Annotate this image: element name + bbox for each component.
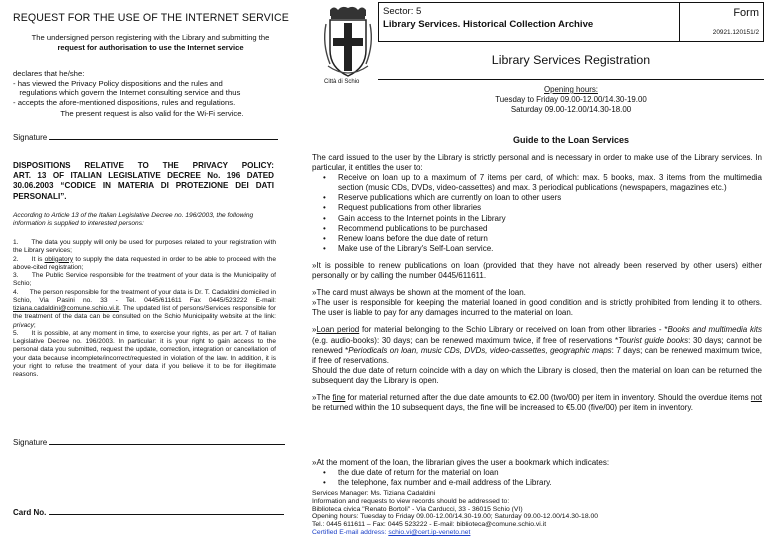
header-divider	[679, 3, 680, 41]
hours-line: Saturday 09.00-12.00/14.30-18.00	[510, 105, 632, 114]
card-intro: The card issued to the user by the Library is strictly personal and is necessary in order to make use of the Library services. In particular, it entitles the user to:	[312, 153, 762, 173]
contact-footer	[312, 490, 762, 537]
header-box	[378, 2, 764, 42]
form-number: 20921.120151/2	[712, 29, 759, 36]
declares-block	[13, 69, 291, 108]
wifi-note: The present request is also valid for the Wi-Fi service.	[60, 109, 244, 118]
intro-line-1: The undersigned person registering with the Library and submitting the	[31, 33, 270, 42]
list-item: • Request publications from other libraries	[312, 203, 762, 213]
list-item: • Reserve publications which are currently on loan to other users	[312, 193, 762, 203]
signature-field-2[interactable]	[13, 437, 285, 447]
signature-field[interactable]	[13, 132, 278, 142]
declares-line: regulations which govern the Internet consulting service and thus	[13, 88, 241, 98]
privacy-item: 2. It is obligatory to supply the data requested in order to be able to proceed with the above-cited registration;	[13, 255, 278, 271]
bookmark-list	[312, 468, 762, 488]
list-item: • Renew loans before the due date of return	[312, 234, 762, 244]
loan-guide-panel	[312, 0, 768, 543]
footer-line: Services Manager: Ms. Tiziana Cadaldini	[312, 490, 436, 497]
logo-caption: Città di Schio	[324, 79, 360, 85]
card-entitlements-list	[312, 173, 762, 254]
list-item: • the telephone, fax number and e-mail address of the Library.	[312, 478, 762, 488]
privacy-item: 5. It is possible, at any moment in time, to exercise your rights, as per art. 7 of Italian Legislative Decree no. 196/2003. In particular: it is your right to gain access to the personal data you submitted, request the update, correction, integration or cancellation of your data because incomplete/incorrect/requested in violation of the law. In addition, it is your right to refuse the treatment of your data if you believe it to be for illegitimate reasons.	[13, 329, 278, 378]
bookmark-intro: »At the moment of the loan, the librarian gives the user a bookmark which indicates:	[312, 458, 610, 467]
request-title: REQUEST FOR THE USE OF THE INTERNET SERVICE	[13, 12, 289, 24]
privacy-items	[13, 239, 276, 379]
hours-title: Opening hours:	[544, 85, 598, 94]
form-label: Form	[733, 7, 759, 19]
intro-text	[13, 33, 288, 52]
renew-text: »It is possible to renew publications on loan (provided that they have not already been reserved by other users) either personally or by calling the number 0445/611611.	[312, 260, 762, 281]
header-rule	[378, 79, 764, 80]
signature-label: Signature	[13, 438, 48, 447]
sector-number: Sector: 5	[383, 6, 422, 17]
footer-line: Biblioteca civica "Renato Bortoli" - Via Carducci, 33 - 36015 Schio (VI)	[312, 505, 523, 513]
guide-title: Guide to the Loan Services	[512, 135, 630, 145]
card-number-line[interactable]	[49, 507, 284, 515]
declares-heading: declares that he/she:	[13, 69, 85, 78]
list-item: • Gain access to the Internet points in the Library	[312, 214, 762, 224]
certified-email-line: Certified E-mail address: schio.vi@cert.ip-veneto.net	[312, 528, 471, 536]
declares-line: - accepts the afore-mentioned dispositions, rules and regulations.	[13, 98, 236, 108]
footer-line: Tel.: 0445 611611 – Fax: 0445 523222 - E-mail: biblioteca@comune.schio.vi.it	[312, 521, 547, 529]
sector-info	[383, 6, 593, 31]
request-form-panel	[0, 0, 291, 543]
list-item: • the due date of return for the material on loan	[312, 468, 762, 478]
privacy-dispositions-title: DISPOSITIONS RELATIVE TO THE PRIVACY POLICY: ART. 13 OF ITALIAN LEGISLATIVE DECREE No. 196 DATED 30.06.2003 “CODICE IN MATERIA DI PROTEZIONE DEI DATI PERSONALI”.	[13, 161, 274, 201]
signature-line[interactable]	[49, 132, 278, 140]
footer-line: Information and requests to view records should be addressed to:	[312, 497, 510, 505]
privacy-item: 1. The data you supply will only be used for purposes related to your registration with the Library services;	[13, 239, 278, 255]
according-text: According to Article 13 of the Italian Legislative Decree no. 196/2003, the following information is supplied to interested persons:	[13, 212, 254, 228]
signature-line[interactable]	[49, 437, 285, 445]
hours-line: Tuesday to Friday 09.00-12.00/14.30-19.00	[495, 95, 647, 104]
list-item: • Recommend publications to be purchased	[312, 224, 762, 234]
loan-guide-text	[312, 153, 762, 413]
intro-line-2: request for authorisation to use the Internet service	[57, 42, 244, 52]
certified-email-link[interactable]: schio.vi@cert.ip-veneto.net	[388, 528, 471, 536]
closed-day-text: Should the due date of return coincide with a day on which the Library is closed, then the material on loan can be returned the subsequent day the Library is open.	[312, 365, 762, 385]
list-item: • Receive on loan up to a maximum of 7 items per card, of which: max. 5 books, max. 3 items from the multimedia section (music CDs, DVDs, video-cassettes) and max. 3 periodical publications (newspapers, magazines etc.)	[312, 173, 762, 193]
opening-hours	[378, 85, 764, 115]
card-label: Card No.	[13, 508, 47, 517]
email-link[interactable]: tiziana.cadaldini@comune.schio.vi.it	[13, 305, 120, 312]
privacy-item: 3. The Public Service responsible for the treatment of your data is the Municipality of Schio;	[13, 272, 278, 288]
bookmark-info	[312, 458, 762, 488]
declares-line: - has viewed the Privacy Policy dispositions and the rules and	[13, 78, 223, 88]
privacy-item: 4. The person responsible for the treatment of your data is Dr. T. Cadaldini domiciled in Schio, Via Pasini no. 33 - Tel. 0445/611611 Fax 0445/523222 E-mail: tiziana.cadaldini@comune.schio.vi.it. The updated list of persons/Services responsible for the treatment of the data can be consulted on the Schio Municipality website at the link: privacy;	[13, 288, 278, 329]
user-responsibility-text: »The user is responsible for keeping the material loaned in good condition and is strictly prohibited from lending it to others. The user is liable to pay for any damages incurred to the material on loan.	[312, 298, 762, 318]
sector-name: Library Services. Historical Collection Archive	[383, 18, 594, 30]
schio-coat-of-arms-logo	[320, 4, 376, 90]
list-item: • Make use of the Library's Self-Loan service.	[312, 244, 762, 254]
footer-line: Opening hours: Tuesday to Friday 09.00-12.00/14.30-19.00; Saturday 09.00-12.00/14.30-18.00	[312, 513, 599, 521]
fine-text: »The fine for material returned after the due date amounts to €2.00 (two/00) per item in inventory. Should the overdue items not be returned within the 10 subsequent days, the fine will be increased to €5.00 (five/00) per item in inventory.	[312, 392, 762, 413]
card-number-field[interactable]	[13, 507, 284, 517]
registration-title: Library Services Registration	[491, 53, 651, 67]
card-shown-text: »The card must always be shown at the moment of the loan.	[312, 288, 526, 298]
loan-period-text: »Loan period for material belonging to the Schio Library or received on loan from other libraries - *Books and multimedia kits (e.g. audio-books): 30 days; can be renewed maximum twice, if free of reservations *Tourist guide books: 30 days; cannot be renewed *Periodicals on loan, music CDs, DVDs, video-cassettes, geographic maps: 7 days; can be renewed maximum twice, if free of reservations.	[312, 325, 762, 365]
signature-label: Signature	[13, 133, 48, 142]
